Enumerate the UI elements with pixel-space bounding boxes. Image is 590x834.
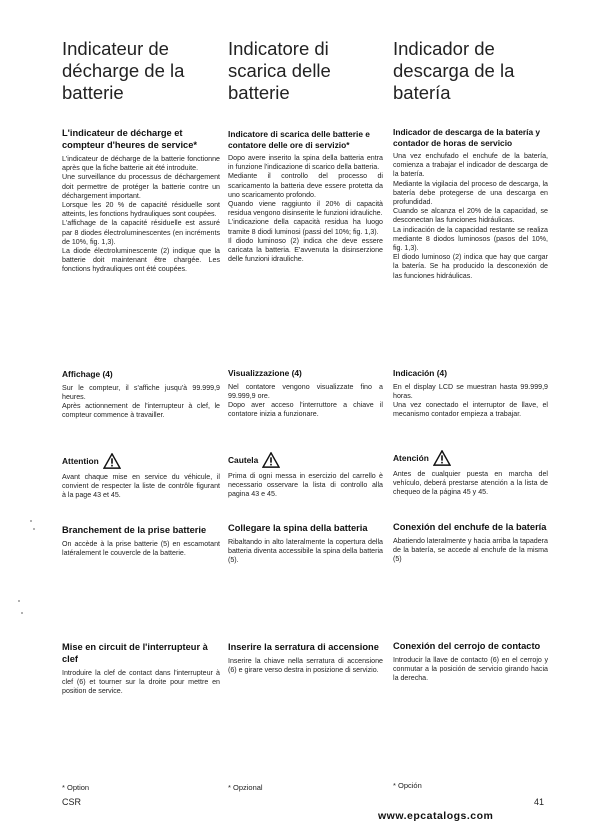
- paragraph: Une surveillance du processus de déchargement doit permettre de protéger la batterie contre un déchargement important.: [62, 173, 220, 200]
- paragraph: La indicación de la capacidad restante se realiza mediante 8 diodos luminosos (pasos del 10%, fig. 1,3).: [393, 225, 548, 253]
- footnote: * Option: [62, 783, 90, 792]
- section-warning: [228, 452, 383, 500]
- warning-label: Cautela: [228, 454, 259, 465]
- section-battery-plug: [393, 521, 548, 565]
- warning-heading: [228, 452, 383, 468]
- paragraph: Sur le compteur, il s'affiche jusqu'à 99.999,9 heures.: [62, 383, 220, 401]
- paragraph: Una vez conectado el interruptor de llave, el mecanismo contador empieza a trabajar.: [393, 400, 548, 419]
- section-display: [62, 369, 220, 420]
- warning-triangle-icon: [433, 450, 451, 466]
- column-title: Indicateur de décharge de la batterie: [62, 38, 185, 103]
- page-number: 41: [534, 797, 545, 807]
- section-heading: Affichage (4): [62, 369, 113, 379]
- warning-triangle-icon: [262, 452, 280, 468]
- section-heading: Mise en circuit de l'interrupteur à clef: [62, 642, 208, 664]
- column-spanish: [393, 0, 548, 834]
- warning-heading: [393, 450, 548, 466]
- section-indicator: [393, 127, 548, 281]
- section-heading: L'indicateur de décharge et compteur d'heures de service*: [62, 128, 198, 150]
- paragraph: Mediante il controllo del processo di scaricamento la batteria deve essere protetta da uno scaricamento profondo.: [228, 172, 383, 199]
- warning-heading: [62, 453, 220, 469]
- warning-label: Attention: [62, 455, 99, 466]
- column-italian: [228, 0, 383, 834]
- scan-speck: [30, 520, 32, 522]
- paragraph: Il diodo luminoso (2) indica che deve essere caricata la batteria. E'avvenuta la disinserzione delle funzioni idrauliche.: [228, 236, 383, 264]
- paragraph: Prima di ogni messa in esercizio del carrello è necessario osservare la lista di controllo alla pagina 43 e 45.: [228, 472, 383, 499]
- footnote: * Opzional: [228, 783, 263, 792]
- section-key-switch: [393, 640, 548, 684]
- paragraph: Après actionnement de l'interrupteur à clef, le compteur commence à travailler.: [62, 401, 220, 420]
- section-heading: Indicación (4): [393, 368, 447, 378]
- section-warning: [393, 450, 548, 498]
- section-key-switch: [62, 641, 220, 697]
- section-heading: Inserire la serratura di accensione: [228, 642, 379, 652]
- paragraph: Cuando se alcanza el 20% de la capacidad, se desconectan las funciones hidráulicas.: [393, 207, 548, 225]
- paragraph: Mediante la vigilacia del proceso de descarga, la batería debe protegerse de una descarga en profundidad.: [393, 179, 548, 207]
- paragraph: El diodo luminoso (2) indica que hay que cargar la batería. Se ha producido la desconexión de las funciones hidráulicas.: [393, 253, 548, 280]
- paragraph: Nel contatore vengono visualizzate fino a 99.999,9 ore.: [228, 382, 383, 400]
- section-indicator: [62, 127, 220, 275]
- paragraph: Abatiendo lateralmente y hacia arriba la tapadera de la batería, se accede al enchufe de la misma (5): [393, 537, 548, 564]
- warning-triangle-icon: [103, 453, 121, 469]
- paragraph: L'indicateur de décharge de la batterie fonctionne après que la fiche batterie ait été introduite.: [62, 155, 220, 173]
- paragraph: Ribaltando in alto lateralmente la copertura della batteria diventa accessibile la spina della batteria (5).: [228, 538, 383, 565]
- section-warning: [62, 453, 220, 501]
- column-french: [62, 0, 220, 834]
- section-heading: Indicatore di scarica delle batterie e contatore delle ore di servizio*: [228, 129, 370, 150]
- column-title: Indicatore di scarica delle batterie: [228, 38, 331, 103]
- document-code: CSR: [62, 797, 82, 807]
- section-heading: Branchement de la prise batterie: [62, 525, 207, 535]
- section-key-switch: [228, 641, 383, 675]
- paragraph: Una vez enchufado el enchufe de la batería, comienza a trabajar el indicador de descarga de la batería.: [393, 152, 548, 179]
- warning-label: Atención: [393, 452, 429, 463]
- column-title: Indicador de descarga de la batería: [393, 38, 515, 103]
- section-heading: Conexión del cerrojo de contacto: [393, 641, 541, 651]
- section-indicator: [228, 129, 383, 264]
- footnote: * Opción: [393, 781, 422, 790]
- paragraph: En el display LCD se muestran hasta 99.999,9 horas.: [393, 382, 548, 400]
- section-display: [393, 368, 548, 419]
- scan-speck: [33, 528, 35, 530]
- section-battery-plug: [228, 522, 383, 566]
- section-heading: Conexión del enchufe de la batería: [393, 522, 547, 532]
- paragraph: Avant chaque mise en service du véhicule, il convient de respecter la liste de contrôle figurant à la page 43 et 45.: [62, 473, 220, 500]
- paragraph: On accède à la prise batterie (5) en escamotant latéralement le couvercle de la batterie.: [62, 540, 220, 558]
- scan-speck: [18, 600, 20, 602]
- section-heading: Collegare la spina della batteria: [228, 523, 368, 533]
- paragraph: L'affichage de la capacité résiduelle est assuré par 8 diodes électroluminescentes (en incréments de 10%, fig. 1,3).: [62, 219, 220, 246]
- paragraph: Antes de cualquier puesta en marcha del vehículo, deberá prestarse atención a la lista de chequeo de la página 45 y 45.: [393, 470, 548, 497]
- section-battery-plug: [62, 524, 220, 558]
- paragraph: Quando viene raggiunto il 20% di capacità residua vengono disinserite le funzioni idrauliche.: [228, 200, 383, 218]
- paragraph: L'indicazione della capacità residua ha luogo tramite 8 diodi luminosi (passi del 10%; fig. 1,3).: [228, 218, 383, 236]
- paragraph: Lorsque les 20 % de capacité résiduelle sont atteints, les fonctions hydrauliques sont coupées.: [62, 201, 220, 219]
- paragraph: Introducir la llave de contacto (6) en el cerrojo y conmutar a la posición de servicio girando hacia la derecha.: [393, 656, 548, 683]
- paragraph: Dopo aver acceso l'interruttore a chiave il contatore inizia a funzionare.: [228, 400, 383, 419]
- watermark-url: www.epcatalogs.com: [378, 810, 494, 822]
- scan-speck: [21, 612, 23, 614]
- paragraph: La diode électroluminescente (2) indique que la batterie doit maintenant être chargée. Les fonctions hydrauliques ont été coupées.: [62, 247, 220, 274]
- section-heading: Indicador de descarga de la batería y contador de horas de servicio: [393, 127, 541, 148]
- paragraph: Dopo avere inserito la spina della batteria entra in funzione l'indicazione di scarico della batteria.: [228, 154, 383, 172]
- section-display: [228, 368, 383, 419]
- paragraph: Introduire la clef de contact dans l'interrupteur à clef (6) et tourner sur la droite pour mettre en position de service.: [62, 669, 220, 696]
- paragraph: Inserire la chiave nella serratura di accensione (6) e girare verso destra in posizione di servizio.: [228, 657, 383, 675]
- section-heading: Visualizzazione (4): [228, 368, 302, 378]
